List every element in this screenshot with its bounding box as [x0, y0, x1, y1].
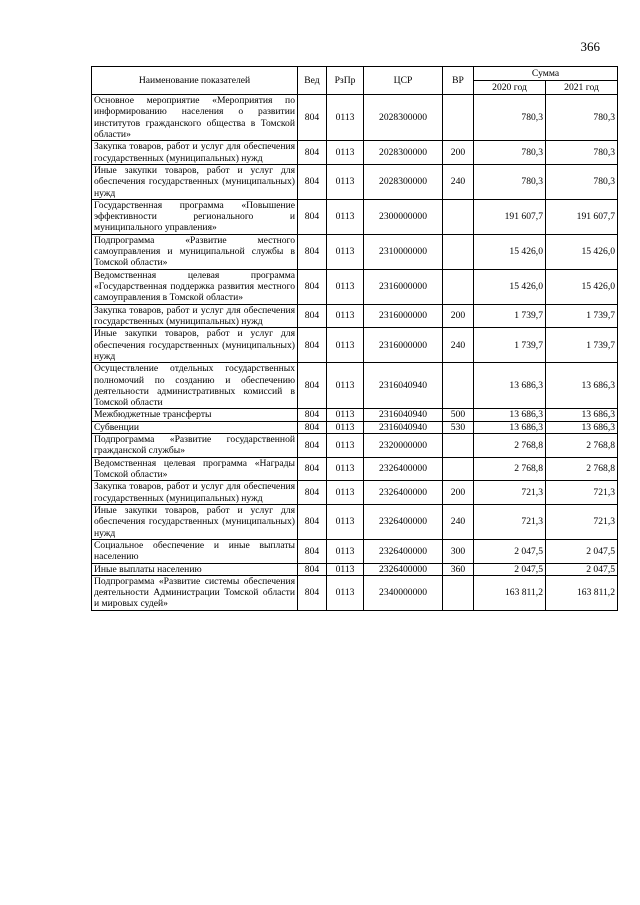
table-row	[92, 328, 618, 363]
row-sum-2020: 13 686,3	[474, 363, 546, 409]
table-row	[92, 95, 618, 141]
row-name: Ведомственная целевая программа «Награды Томской области»	[92, 457, 298, 481]
row-rzpr: 0113	[327, 164, 364, 199]
row-vr: 200	[443, 141, 474, 165]
row-ved: 804	[298, 141, 327, 165]
row-vr	[443, 434, 474, 458]
page-number: 366	[580, 39, 600, 54]
header-year-2021: 2021 год	[546, 81, 618, 95]
row-rzpr: 0113	[327, 409, 364, 421]
row-csr: 2316000000	[364, 328, 443, 363]
row-csr: 2326400000	[364, 481, 443, 505]
table-row	[92, 539, 618, 563]
row-ved: 804	[298, 328, 327, 363]
table-row	[92, 141, 618, 165]
row-vr	[443, 199, 474, 234]
header-csr: ЦСР	[364, 67, 443, 95]
row-vr: 500	[443, 409, 474, 421]
row-vr: 300	[443, 539, 474, 563]
row-sum-2021: 15 426,0	[546, 269, 618, 304]
table-row	[92, 481, 618, 505]
row-ved: 804	[298, 434, 327, 458]
row-csr: 2310000000	[364, 234, 443, 269]
row-name: Закупка товаров, работ и услуг для обеспечения государственных (муниципальных) нужд	[92, 141, 298, 165]
row-vr	[443, 234, 474, 269]
row-vr	[443, 363, 474, 409]
row-sum-2020: 191 607,7	[474, 199, 546, 234]
row-ved: 804	[298, 481, 327, 505]
table-row	[92, 409, 618, 421]
row-name: Социальное обеспечение и иные выплаты населению	[92, 539, 298, 563]
row-sum-2021: 13 686,3	[546, 421, 618, 433]
row-ved: 804	[298, 563, 327, 575]
row-sum-2020: 780,3	[474, 164, 546, 199]
row-ved: 804	[298, 409, 327, 421]
row-csr: 2028300000	[364, 164, 443, 199]
row-sum-2020: 2 047,5	[474, 539, 546, 563]
row-sum-2021: 1 739,7	[546, 304, 618, 328]
row-sum-2020: 15 426,0	[474, 269, 546, 304]
row-vr: 200	[443, 304, 474, 328]
row-sum-2020: 1 739,7	[474, 328, 546, 363]
row-csr: 2320000000	[364, 434, 443, 458]
row-ved: 804	[298, 95, 327, 141]
table-row	[92, 164, 618, 199]
row-name: Осуществление отдельных государственных полномочий по созданию и обеспечению деятельности административных комиссий в Томской области	[92, 363, 298, 409]
table-row	[92, 269, 618, 304]
row-sum-2020: 2 047,5	[474, 563, 546, 575]
row-rzpr: 0113	[327, 575, 364, 610]
row-rzpr: 0113	[327, 363, 364, 409]
table-row	[92, 504, 618, 539]
row-csr: 2326400000	[364, 539, 443, 563]
row-csr: 2028300000	[364, 95, 443, 141]
row-sum-2021: 1 739,7	[546, 328, 618, 363]
row-csr: 2316000000	[364, 304, 443, 328]
row-rzpr: 0113	[327, 421, 364, 433]
row-vr: 240	[443, 328, 474, 363]
row-rzpr: 0113	[327, 199, 364, 234]
row-sum-2021: 721,3	[546, 481, 618, 505]
row-sum-2021: 780,3	[546, 95, 618, 141]
header-ved: Вед	[298, 67, 327, 95]
row-sum-2021: 721,3	[546, 504, 618, 539]
row-csr: 2340000000	[364, 575, 443, 610]
row-ved: 804	[298, 421, 327, 433]
row-sum-2020: 2 768,8	[474, 434, 546, 458]
row-name: Иные закупки товаров, работ и услуг для обеспечения государственных (муниципальных) нужд	[92, 164, 298, 199]
row-name: Ведомственная целевая программа «Государственная поддержка развития местного самоуправления в Томской области»	[92, 269, 298, 304]
row-sum-2021: 2 047,5	[546, 539, 618, 563]
header-year-2020: 2020 год	[474, 81, 546, 95]
table-row	[92, 421, 618, 433]
row-sum-2020: 721,3	[474, 504, 546, 539]
row-sum-2020: 780,3	[474, 141, 546, 165]
row-name: Субвенции	[92, 421, 298, 433]
header-vr: ВР	[443, 67, 474, 95]
row-name: Межбюджетные трансферты	[92, 409, 298, 421]
table-row	[92, 234, 618, 269]
header-name: Наименование показателей	[92, 67, 298, 95]
row-csr: 2028300000	[364, 141, 443, 165]
row-sum-2021: 13 686,3	[546, 363, 618, 409]
table-row	[92, 457, 618, 481]
row-sum-2020: 13 686,3	[474, 409, 546, 421]
row-sum-2021: 2 047,5	[546, 563, 618, 575]
row-sum-2021: 2 768,8	[546, 457, 618, 481]
row-sum-2021: 13 686,3	[546, 409, 618, 421]
row-vr: 240	[443, 164, 474, 199]
row-sum-2021: 15 426,0	[546, 234, 618, 269]
row-csr: 2316040940	[364, 363, 443, 409]
row-ved: 804	[298, 304, 327, 328]
row-sum-2020: 15 426,0	[474, 234, 546, 269]
header-rzpr: РзПр	[327, 67, 364, 95]
row-sum-2020: 163 811,2	[474, 575, 546, 610]
row-rzpr: 0113	[327, 434, 364, 458]
row-csr: 2300000000	[364, 199, 443, 234]
row-name: Основное мероприятие «Мероприятия по информированию населения о развитии институтов гражданского общества в Томской области»	[92, 95, 298, 141]
row-sum-2020: 1 739,7	[474, 304, 546, 328]
row-rzpr: 0113	[327, 141, 364, 165]
row-rzpr: 0113	[327, 304, 364, 328]
header-sum: Сумма	[474, 67, 618, 81]
row-sum-2021: 780,3	[546, 164, 618, 199]
row-csr: 2326400000	[364, 457, 443, 481]
row-ved: 804	[298, 234, 327, 269]
row-rzpr: 0113	[327, 95, 364, 141]
row-rzpr: 0113	[327, 563, 364, 575]
table-row	[92, 563, 618, 575]
row-vr	[443, 575, 474, 610]
table-header	[92, 67, 618, 95]
row-vr: 360	[443, 563, 474, 575]
row-sum-2020: 2 768,8	[474, 457, 546, 481]
row-ved: 804	[298, 363, 327, 409]
row-rzpr: 0113	[327, 457, 364, 481]
row-sum-2020: 13 686,3	[474, 421, 546, 433]
row-csr: 2316000000	[364, 269, 443, 304]
row-name: Закупка товаров, работ и услуг для обеспечения государственных (муниципальных) нужд	[92, 481, 298, 505]
row-ved: 804	[298, 504, 327, 539]
row-vr	[443, 269, 474, 304]
row-name: Подпрограмма «Развитие местного самоуправления и муниципальной службы в Томской области»	[92, 234, 298, 269]
budget-table	[91, 66, 618, 611]
row-csr: 2326400000	[364, 563, 443, 575]
row-name: Иные выплаты населению	[92, 563, 298, 575]
row-rzpr: 0113	[327, 234, 364, 269]
row-name: Закупка товаров, работ и услуг для обеспечения государственных (муниципальных) нужд	[92, 304, 298, 328]
row-ved: 804	[298, 269, 327, 304]
row-name: Иные закупки товаров, работ и услуг для обеспечения государственных (муниципальных) нужд	[92, 504, 298, 539]
table-row	[92, 575, 618, 610]
row-sum-2020: 780,3	[474, 95, 546, 141]
row-rzpr: 0113	[327, 481, 364, 505]
row-sum-2021: 2 768,8	[546, 434, 618, 458]
row-rzpr: 0113	[327, 269, 364, 304]
row-vr: 200	[443, 481, 474, 505]
row-name: Государственная программа «Повышение эффективности регионального и муниципального управления»	[92, 199, 298, 234]
row-csr: 2316040940	[364, 409, 443, 421]
row-rzpr: 0113	[327, 328, 364, 363]
row-name: Иные закупки товаров, работ и услуг для обеспечения государственных (муниципальных) нужд	[92, 328, 298, 363]
row-csr: 2316040940	[364, 421, 443, 433]
row-sum-2021: 191 607,7	[546, 199, 618, 234]
row-vr	[443, 95, 474, 141]
row-rzpr: 0113	[327, 539, 364, 563]
row-vr: 240	[443, 504, 474, 539]
table-row	[92, 304, 618, 328]
row-ved: 804	[298, 575, 327, 610]
table-row	[92, 199, 618, 234]
table-row	[92, 363, 618, 409]
row-ved: 804	[298, 457, 327, 481]
row-name: Подпрограмма «Развитие государственной гражданской службы»	[92, 434, 298, 458]
row-sum-2021: 780,3	[546, 141, 618, 165]
row-sum-2020: 721,3	[474, 481, 546, 505]
row-vr: 530	[443, 421, 474, 433]
row-csr: 2326400000	[364, 504, 443, 539]
row-rzpr: 0113	[327, 504, 364, 539]
row-sum-2021: 163 811,2	[546, 575, 618, 610]
row-ved: 804	[298, 539, 327, 563]
row-vr	[443, 457, 474, 481]
row-ved: 804	[298, 199, 327, 234]
table-body	[92, 95, 618, 611]
row-ved: 804	[298, 164, 327, 199]
row-name: Подпрограмма «Развитие системы обеспечения деятельности Администрации Томской области и мировых судей»	[92, 575, 298, 610]
table-row	[92, 434, 618, 458]
